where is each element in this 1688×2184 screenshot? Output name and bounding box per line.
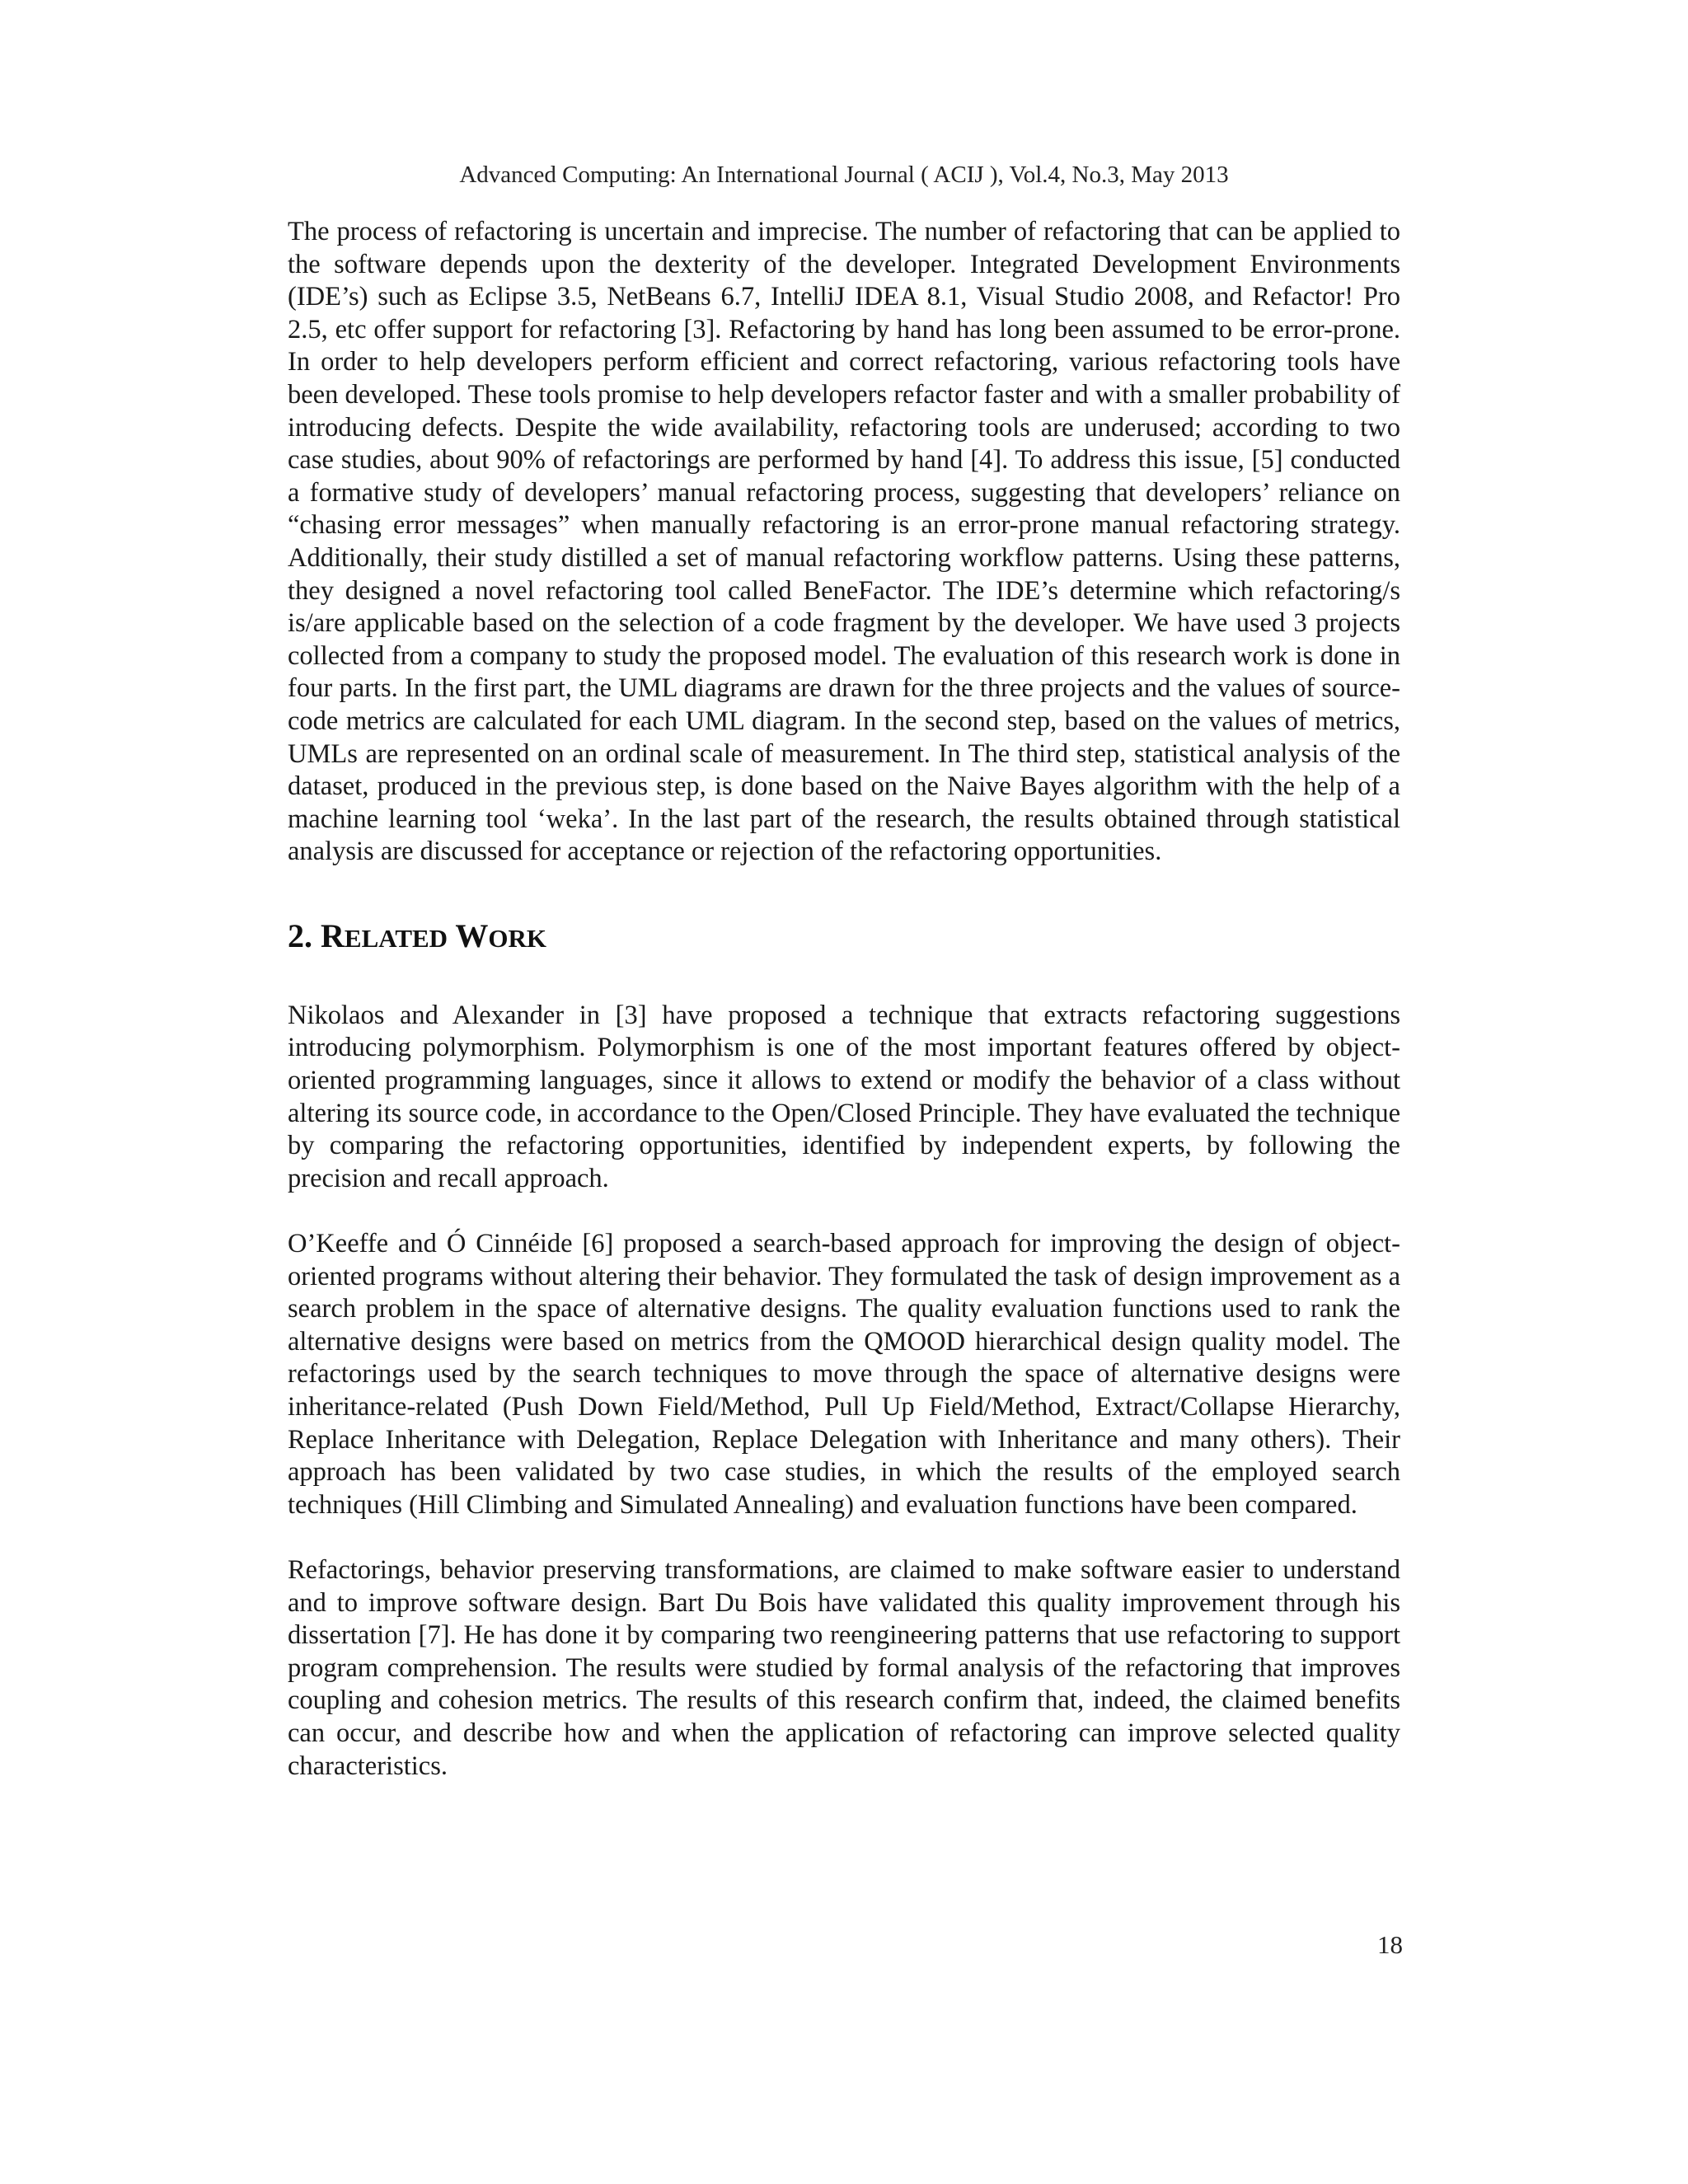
page-number: 18 xyxy=(1377,1930,1403,1959)
related-work-paragraph: Nikolaos and Alexander in [3] have proposed a technique that extracts refactoring suggestions introducing polymorphism. Polymorphism is one of the most important features offered by object-oriented programming languages, since it allows to extend or modify the behavior of a class without altering its source code, in accordance to the Open/Closed Principle. They have evaluated the technique by comparing the refactoring opportunities, identified by independent experts, by following the precision and recall approach. xyxy=(288,1000,1400,1193)
related-work-paragraph: O’Keeffe and Ó Cinnéide [6] proposed a search-based approach for improving the design of object- oriented programs without altering their behavior. They formulated the task of design improvement as a search problem in the space of alternative designs. The quality evaluation functions used to rank the alternative designs were based on metrics from the QMOOD hierarchical design quality model. The refactorings used by the search techniques to move through the space of alternative designs were inheritance-related (Push Down Field/Method, Pull Up Field/Method, Extract/Collapse Hierarchy, Replace Inheritance with Delegation, Replace Delegation with Inheritance and many others). Their approach has been validated by two case studies, in which the results of the employed search techniques (Hill Climbing and Simulated Annealing) and evaluation functions have been compared. xyxy=(288,1229,1400,1520)
section-title-elated: ELATED xyxy=(344,923,448,953)
paragraph-gap xyxy=(288,1195,1400,1228)
section-title-ork: ORK xyxy=(488,923,546,953)
section-title-letter-w: W xyxy=(455,916,489,954)
related-work-paragraph: Refactorings, behavior preserving transformations, are claimed to make software easier to understand and to improve software design. Bart Du Bois have validated this quality improvement through his dissertation [7]. He has done it by comparing two reengineering patterns that use refactoring to support program comprehension. The results were studied by formal analysis of the refactoring that improves coupling and cohesion metrics. The results of this research confirm that, indeed, the claimed benefits can occur, and describe how and when the application of refactoring can improve selected quality characteristics. xyxy=(288,1554,1400,1781)
paragraph-gap xyxy=(288,1521,1400,1554)
section-heading-related-work xyxy=(288,869,1400,1000)
section-title-letter-r: R xyxy=(321,916,345,954)
page-content xyxy=(288,216,1400,1783)
section-number: 2. xyxy=(288,916,312,954)
intro-paragraph: The process of refactoring is uncertain and imprecise. The number of refactoring that can be applied to the software depends upon the dexterity of the developer. Integrated Development Environments (IDE’s) such as Eclipse 3.5, NetBeans 6.7, IntelliJ IDEA 8.1, Visual Studio 2008, and Refactor! Pro 2.5, etc offer support for refactoring [3]. Refactoring by hand has long been assumed to be error-prone. In order to help developers perform efficient and correct refactoring, various refactoring tools have been developed. These tools promise to help developers refactor faster and with a smaller probability of introducing defects. Despite the wide availability, refactoring tools are underused; according to two case studies, about 90% of refactorings are performed by hand [4]. To address this issue, [5] conducted a formative study of developers’ manual refactoring process, suggesting that developers’ reliance on “chasing error messages” when manually refactoring is an error-prone manual refactoring strategy. Additionally, their study distilled a set of manual refactoring workflow patterns. Using these patterns, they designed a novel refactoring tool called BeneFactor. The IDE’s determine which refactoring/s is/are applicable based on the selection of a code fragment by the developer. We have used 3 projects collected from a company to study the proposed model. The evaluation of this research work is done in four parts. In the first part, the UML diagrams are drawn for the three projects and the values of source-code metrics are calculated for each UML diagram. In the second step, based on the values of metrics, UMLs are represented on an ordinal scale of measurement. In The third step, statistical analysis of the dataset, produced in the previous step, is done based on the Naive Bayes algorithm with the help of a machine learning tool ‘weka’. In the last part of the research, the results obtained through statistical analysis are discussed for acceptance or rejection of the refactoring opportunities. xyxy=(288,217,1400,867)
running-header: Advanced Computing: An International Journal ( ACIJ ), Vol.4, No.3, May 2013 xyxy=(459,162,1229,188)
